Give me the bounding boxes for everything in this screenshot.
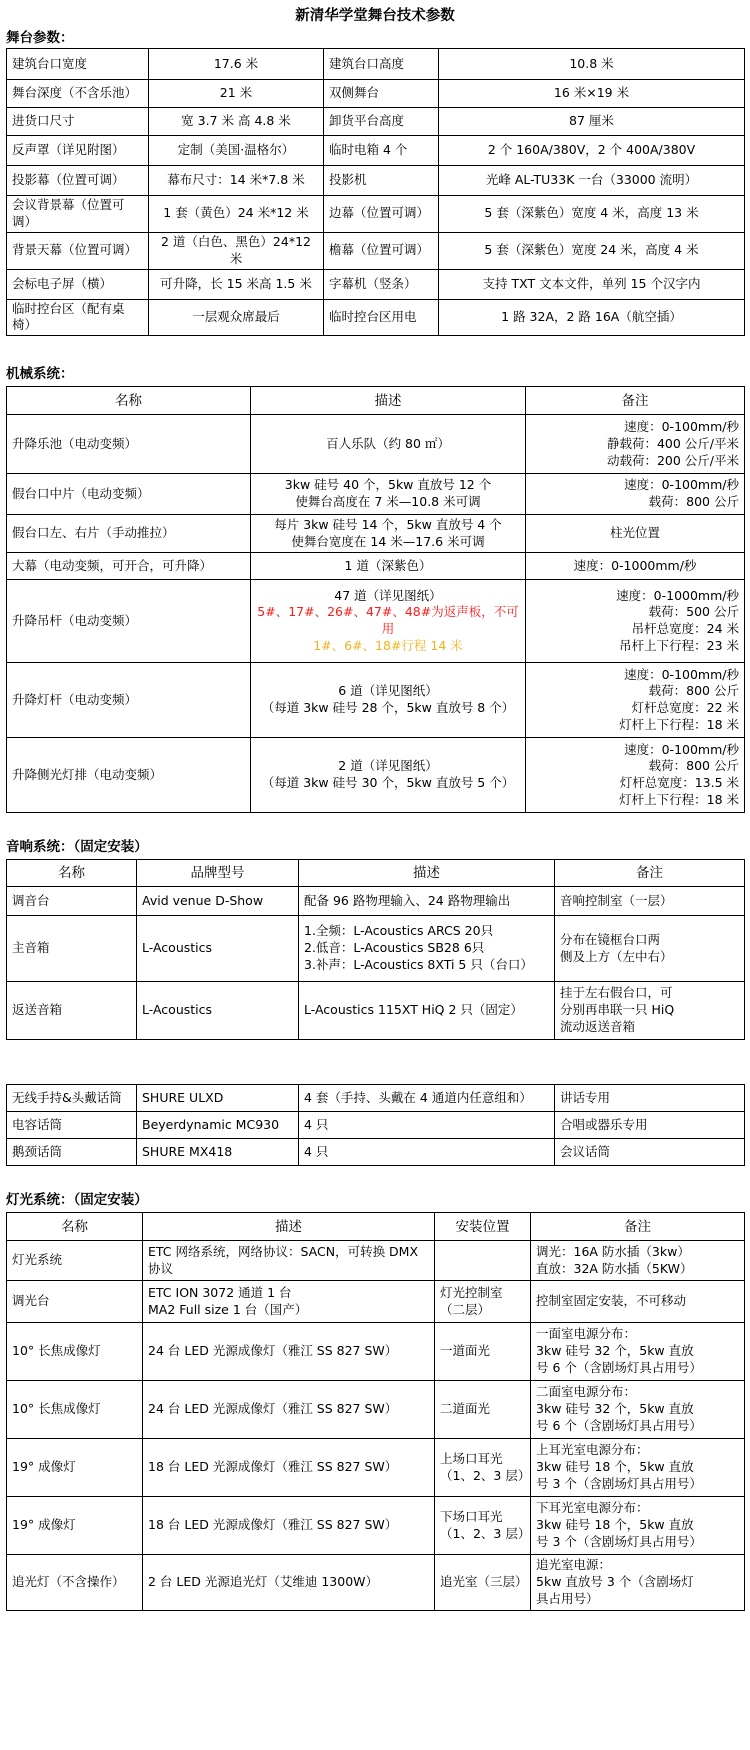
light-name: 10° 长焦成像灯	[7, 1323, 143, 1381]
mech-note-line: 载荷：800 公斤	[648, 494, 739, 510]
stage-row	[7, 166, 745, 196]
audio-header-model: 品牌型号	[137, 860, 299, 887]
light-location	[435, 1555, 531, 1611]
mic-desc: 4 只	[299, 1112, 555, 1139]
mech-desc	[251, 474, 526, 515]
light-note-line: 3kw 硅号 32 个，5kw 直放	[536, 1401, 694, 1417]
stage-param-value: 支持 TXT 文本文件，单列 15 个汉字内	[439, 269, 745, 299]
stage-param-name: 会标电子屏（横）	[7, 269, 149, 299]
mech-note-line: 载荷：800 公斤	[648, 683, 739, 699]
light-location-line: 二道面光	[440, 1401, 491, 1417]
audio-row	[7, 982, 745, 1040]
stage-param-value: 1 套（黄色）24 米*12 米	[149, 196, 324, 233]
light-location-line: 灯光控制室	[440, 1284, 503, 1300]
audio-header-note: 备注	[555, 860, 745, 887]
mech-note-line: 吊杆总宽度：24 米	[631, 621, 739, 637]
mic-model: SHURE ULXD	[137, 1085, 299, 1112]
light-name: 灯光系统	[7, 1241, 143, 1281]
mic-desc: 4 只	[299, 1139, 555, 1166]
audio-name: 返送音箱	[7, 982, 137, 1040]
stage-param-value: 5 套（深紫色）宽度 24 米，高度 4 米	[439, 232, 745, 269]
stage-row	[7, 80, 745, 108]
stage-row	[7, 108, 745, 136]
audio-row	[7, 916, 745, 982]
mech-desc	[251, 553, 526, 580]
light-desc-line: ETC 网络系统，网络协议：SACN，可转换 DMX	[148, 1243, 419, 1259]
stage-param-name: 投影机	[324, 166, 439, 196]
mech-desc	[251, 515, 526, 553]
audio-note-line: 分别再串联一只 HiQ	[560, 1002, 675, 1018]
light-location	[435, 1323, 531, 1381]
mech-desc-line: 47 道（详见图纸）	[334, 587, 442, 603]
stage-param-name: 建筑台口宽度	[7, 49, 149, 80]
mic-row	[7, 1085, 745, 1112]
mech-name: 假台口左、右片（手动推拉）	[7, 515, 251, 553]
light-note-line: 具占用号）	[536, 1591, 599, 1607]
light-note-line: 二面室电源分布：	[536, 1384, 637, 1400]
stage-param-value: 定制（美国·温格尔）	[149, 136, 324, 166]
audio-name: 调音台	[7, 887, 137, 916]
light-desc-line: 24 台 LED 光源成像灯（雅江 SS 827 SW）	[148, 1343, 398, 1359]
mech-note-line: 灯杆上下行程：18 米	[619, 717, 739, 733]
stage-param-value: 可升降，长 15 米高 1.5 米	[149, 269, 324, 299]
light-row	[7, 1497, 745, 1555]
light-location-line: 上场口耳光	[440, 1450, 503, 1466]
mech-header-desc: 描述	[251, 387, 526, 415]
light-note-line: 追光室电源：	[536, 1557, 612, 1573]
light-location	[435, 1241, 531, 1281]
light-name: 19° 成像灯	[7, 1497, 143, 1555]
light-note-line: 号 3 个（含剧场灯具占用号）	[536, 1476, 702, 1492]
stage-param-name: 临时控台区用电	[324, 299, 439, 336]
stage-row	[7, 232, 745, 269]
light-location-line: 一道面光	[440, 1343, 491, 1359]
audio-desc-line: L-Acoustics 115XT HiQ 2 只（固定）	[304, 1002, 523, 1018]
stage-param-name: 檐幕（位置可调）	[324, 232, 439, 269]
stage-param-name: 临时电箱 4 个	[324, 136, 439, 166]
light-row	[7, 1323, 745, 1381]
light-name: 追光灯（不含操作）	[7, 1555, 143, 1611]
stage-section-heading: 舞台参数：	[6, 30, 74, 46]
mech-desc-line: 每片 3kw 硅号 14 个，5kw 直放号 4 个	[274, 516, 502, 532]
stage-param-value: 87 厘米	[439, 108, 745, 136]
light-note-line: 上耳光室电源分布：	[536, 1442, 649, 1458]
light-note-line: 3kw 硅号 18 个，5kw 直放	[536, 1459, 694, 1475]
light-location-line: （1、2、3 层）	[440, 1525, 531, 1541]
light-note	[531, 1241, 745, 1281]
light-note-line: 控制室固定安装，不可移动	[536, 1293, 687, 1309]
stage-param-value: 21 米	[149, 80, 324, 108]
stage-param-name: 卸货平台高度	[324, 108, 439, 136]
mech-note	[526, 580, 745, 663]
light-note	[531, 1497, 745, 1555]
light-note	[531, 1281, 745, 1323]
mic-name: 无线手持&头戴话筒	[7, 1085, 137, 1112]
light-desc	[143, 1323, 435, 1381]
audio-header-row	[7, 860, 745, 887]
light-name: 调光台	[7, 1281, 143, 1323]
light-desc	[143, 1439, 435, 1497]
light-desc	[143, 1497, 435, 1555]
light-header-name: 名称	[7, 1213, 143, 1241]
mech-desc	[251, 580, 526, 663]
audio-header-name: 名称	[7, 860, 137, 887]
mech-header-note: 备注	[526, 387, 745, 415]
mech-note-line: 动载荷：200 公斤/平米	[606, 452, 739, 468]
mech-note	[526, 663, 745, 738]
mic-row	[7, 1139, 745, 1166]
light-row	[7, 1555, 745, 1611]
stage-param-value: 1 路 32A，2 路 16A（航空插）	[439, 299, 745, 336]
mic-row	[7, 1112, 745, 1139]
light-note-line: 3kw 硅号 18 个，5kw 直放	[536, 1517, 694, 1533]
audio-model: L-Acoustics	[137, 982, 299, 1040]
audio-desc	[299, 916, 555, 982]
audio-model: L-Acoustics	[137, 916, 299, 982]
light-note-line: 下耳光室电源分布：	[536, 1500, 649, 1516]
audio-note	[555, 887, 745, 916]
stage-param-name: 反声罩（详见附图）	[7, 136, 149, 166]
light-row	[7, 1241, 745, 1281]
light-row	[7, 1381, 745, 1439]
light-header-note: 备注	[531, 1213, 745, 1241]
audio-note-line: 音响控制室（一层）	[560, 892, 673, 908]
mech-note-text: 1#、6#、18#行程 14 米	[313, 638, 463, 654]
light-desc	[143, 1281, 435, 1323]
light-location	[435, 1281, 531, 1323]
light-desc-line: ETC ION 3072 通道 1 台	[148, 1284, 292, 1300]
mech-name: 大幕（电动变频，可开合，可升降）	[7, 553, 251, 580]
light-row	[7, 1439, 745, 1497]
mech-note	[526, 515, 745, 553]
mech-table	[6, 386, 745, 813]
light-location-line: （1、2、3 层）	[440, 1467, 531, 1483]
mech-row	[7, 415, 745, 474]
stage-param-name: 字幕机（竖条）	[324, 269, 439, 299]
mech-note-line: 载荷：500 公斤	[648, 604, 739, 620]
light-note-line: 号 6 个（含剧场灯具占用号）	[536, 1360, 702, 1376]
document	[6, 4, 744, 1611]
light-note-line: 3kw 硅号 32 个，5kw 直放	[536, 1343, 694, 1359]
audio-desc	[299, 887, 555, 916]
light-header-desc: 描述	[143, 1213, 435, 1241]
mech-name: 假台口中片（电动变频）	[7, 474, 251, 515]
light-note	[531, 1381, 745, 1439]
light-location	[435, 1439, 531, 1497]
mech-desc-line: 使舞台高度在 7 米—10.8 米可调	[295, 494, 481, 510]
audio-desc-line: 3.补声：L-Acoustics 8XTi 5 只（台口）	[304, 957, 533, 973]
mic-desc: 4 套（手持、头戴在 4 通道内任意组和）	[299, 1085, 555, 1112]
audio-section-heading: 音响系统：（固定安装）	[6, 839, 148, 856]
light-location-line: 下场口耳光	[440, 1508, 503, 1524]
light-row	[7, 1281, 745, 1323]
audio-note-line: 分布在镜框台口两	[560, 931, 661, 947]
light-location-line: 追光室（三层）	[440, 1574, 528, 1590]
stage-param-name: 投影幕（位置可调）	[7, 166, 149, 196]
light-note-line: 直放：32A 防水插（5KW）	[536, 1260, 693, 1276]
mech-note-line: 柱光位置	[609, 525, 660, 541]
light-note	[531, 1323, 745, 1381]
audio-model: Avid venue D-Show	[137, 887, 299, 916]
mech-warning-text: 5#、17#、26#、47#、48#为返声板，不可用	[257, 604, 519, 637]
stage-row	[7, 269, 745, 299]
stage-param-value: 宽 3.7 米 高 4.8 米	[149, 108, 324, 136]
mech-row	[7, 663, 745, 738]
stage-param-name: 进货口尺寸	[7, 108, 149, 136]
mic-model: SHURE MX418	[137, 1139, 299, 1166]
audio-note	[555, 982, 745, 1040]
mech-section-heading: 机械系统：	[6, 366, 74, 383]
mech-note-line: 灯杆总宽度：13.5 米	[619, 775, 739, 791]
mech-row	[7, 515, 745, 553]
mech-name: 升降灯杆（电动变频）	[7, 663, 251, 738]
stage-param-value: 2 道（白色、黑色）24*12 米	[149, 232, 324, 269]
mech-note-line: 速度：0-1000mm/秒	[573, 557, 697, 573]
mic-table	[6, 1084, 745, 1166]
mech-row	[7, 553, 745, 580]
mech-note	[526, 415, 745, 474]
light-note-line: 号 3 个（含剧场灯具占用号）	[536, 1534, 702, 1550]
audio-header-desc: 描述	[299, 860, 555, 887]
stage-param-value: 17.6 米	[149, 49, 324, 80]
stage-param-name: 双侧舞台	[324, 80, 439, 108]
stage-param-name: 建筑台口高度	[324, 49, 439, 80]
mech-header-row	[7, 387, 745, 415]
stage-param-name: 会议背景幕（位置可调）	[7, 196, 149, 233]
mech-desc-line: 2 道（详见图纸）	[338, 758, 438, 774]
light-desc-line: 协议	[148, 1260, 174, 1276]
light-note-line: 号 6 个（含剧场灯具占用号）	[536, 1418, 702, 1434]
mech-desc	[251, 663, 526, 738]
mech-desc	[251, 738, 526, 813]
stage-row	[7, 196, 745, 233]
stage-param-name: 背景天幕（位置可调）	[7, 232, 149, 269]
audio-note-line: 流动返送音箱	[560, 1019, 636, 1035]
light-desc	[143, 1555, 435, 1611]
light-desc-line: MA2 Full size 1 台（国产）	[148, 1301, 308, 1317]
audio-name: 主音箱	[7, 916, 137, 982]
light-section-heading: 灯光系统：（固定安装）	[6, 1192, 148, 1209]
light-header-loc: 安装位置	[435, 1213, 531, 1241]
mech-name: 升降吊杆（电动变频）	[7, 580, 251, 663]
mic-note: 会议话筒	[555, 1139, 745, 1166]
mech-note-line: 速度：0-1000mm/秒	[616, 587, 739, 603]
light-note	[531, 1555, 745, 1611]
mech-name: 升降乐池（电动变频）	[7, 415, 251, 474]
mech-desc-line: 百人乐队（约 80 ㎡）	[326, 435, 450, 451]
audio-row	[7, 887, 745, 916]
mech-row	[7, 474, 745, 515]
stage-row	[7, 49, 745, 80]
audio-note-line: 侧及上方（左中右）	[560, 948, 673, 964]
mech-desc-line: 3kw 硅号 40 个，5kw 直放号 12 个	[284, 477, 492, 493]
mech-note-line: 静载荷：400 公斤/平米	[606, 435, 739, 451]
audio-desc-line: 1.全频：L-Acoustics ARCS 20只	[304, 923, 494, 939]
stage-param-value: 幕布尺寸：14 米*7.8 米	[149, 166, 324, 196]
mic-note: 合唱或器乐专用	[555, 1112, 745, 1139]
stage-param-name: 边幕（位置可调）	[324, 196, 439, 233]
light-desc-line: 18 台 LED 光源成像灯（雅江 SS 827 SW）	[148, 1517, 398, 1533]
light-desc	[143, 1241, 435, 1281]
mech-row	[7, 738, 745, 813]
audio-desc-line: 配备 96 路物理输入、24 路物理输出	[304, 892, 511, 908]
mech-desc-line: （每道 3kw 硅号 30 个，5kw 直放号 5 个）	[261, 775, 515, 791]
light-table	[6, 1212, 745, 1611]
mech-desc-line: （每道 3kw 硅号 28 个，5kw 直放号 8 个）	[261, 700, 515, 716]
mech-desc-line: 6 道（详见图纸）	[338, 683, 438, 699]
audio-note-line: 挂于左右假台口，可	[560, 985, 673, 1001]
stage-param-name: 临时控台区（配有桌椅）	[7, 299, 149, 336]
mech-note-line: 灯杆总宽度：22 米	[631, 700, 739, 716]
mech-note	[526, 738, 745, 813]
document-title: 新清华学堂舞台技术参数	[295, 8, 455, 24]
mech-note-line: 速度：0-100mm/秒	[624, 741, 739, 757]
light-name: 10° 长焦成像灯	[7, 1381, 143, 1439]
audio-desc	[299, 982, 555, 1040]
mech-desc	[251, 415, 526, 474]
light-note-line: 调光：16A 防水插（3kw）	[536, 1243, 690, 1259]
light-header-row	[7, 1213, 745, 1241]
light-desc-line: 24 台 LED 光源成像灯（雅江 SS 827 SW）	[148, 1401, 398, 1417]
light-desc-line: 2 台 LED 光源追光灯（艾维迪 1300W）	[148, 1574, 379, 1590]
mech-name: 升降侧光灯排（电动变频）	[7, 738, 251, 813]
light-desc-line: 18 台 LED 光源成像灯（雅江 SS 827 SW）	[148, 1459, 398, 1475]
light-note-line: 一面室电源分布：	[536, 1326, 637, 1342]
mech-desc-line: 使舞台宽度在 14 米—17.6 米可调	[291, 533, 485, 549]
light-note-line: 5kw 直放号 3 个（含剧场灯	[536, 1574, 694, 1590]
stage-param-name: 舞台深度（不含乐池）	[7, 80, 149, 108]
audio-desc-line: 2.低音：L-Acoustics SB28 6只	[304, 940, 485, 956]
stage-param-value: 16 米×19 米	[439, 80, 745, 108]
light-location-line: （二层）	[440, 1301, 491, 1317]
stage-param-value: 一层观众席最后	[149, 299, 324, 336]
audio-table	[6, 859, 745, 1040]
mech-note	[526, 474, 745, 515]
stage-param-value: 2 个 160A/380V，2 个 400A/380V	[439, 136, 745, 166]
mic-model: Beyerdynamic MC930	[137, 1112, 299, 1139]
mech-desc-line: 1 道（深紫色）	[344, 557, 432, 573]
mech-note-line: 速度：0-100mm/秒	[624, 666, 739, 682]
mech-header-name: 名称	[7, 387, 251, 415]
stage-table	[6, 48, 745, 336]
mech-note-line: 速度：0-100mm/秒	[624, 477, 739, 493]
light-note	[531, 1439, 745, 1497]
light-name: 19° 成像灯	[7, 1439, 143, 1497]
mech-note-line: 灯杆上下行程：18 米	[619, 792, 739, 808]
mic-name: 鹅颈话筒	[7, 1139, 137, 1166]
mic-name: 电容话筒	[7, 1112, 137, 1139]
stage-param-value: 10.8 米	[439, 49, 745, 80]
stage-param-value: 光峰 AL-TU33K 一台（33000 流明）	[439, 166, 745, 196]
light-location	[435, 1497, 531, 1555]
light-location	[435, 1381, 531, 1439]
stage-row	[7, 136, 745, 166]
stage-param-value: 5 套（深紫色）宽度 4 米，高度 13 米	[439, 196, 745, 233]
mech-note-line: 吊杆上下行程：23 米	[619, 638, 739, 654]
audio-note	[555, 916, 745, 982]
light-desc	[143, 1381, 435, 1439]
stage-row	[7, 299, 745, 336]
mech-note-line: 速度：0-100mm/秒	[624, 418, 739, 434]
mech-note-line: 载荷：800 公斤	[648, 758, 739, 774]
mech-note	[526, 553, 745, 580]
mech-row	[7, 580, 745, 663]
mic-note: 讲话专用	[555, 1085, 745, 1112]
